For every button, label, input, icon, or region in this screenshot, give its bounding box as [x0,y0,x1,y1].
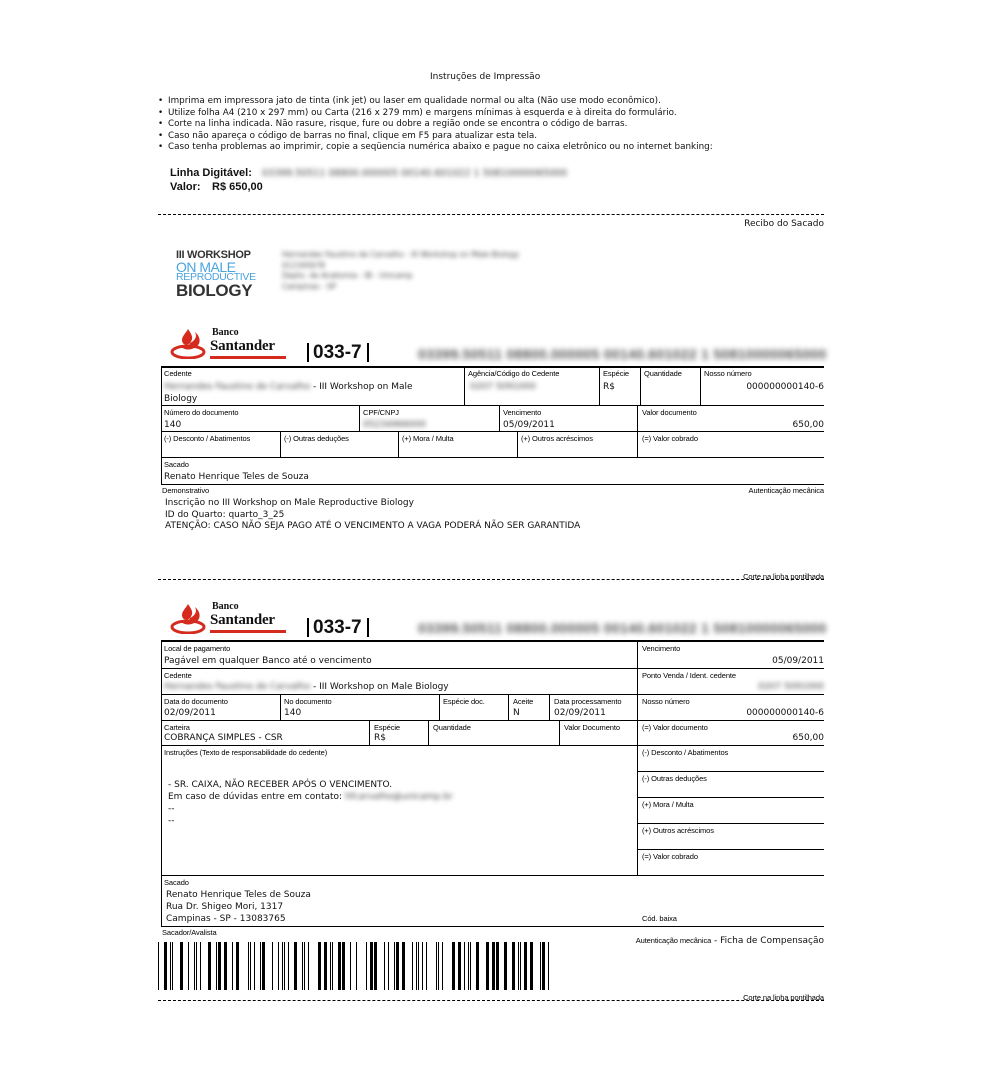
agencia-value: 0207 5091000 [470,382,536,392]
instruction-item: • Imprima em impressora jato de tinta (ink jet) ou laser em qualidade normal ou alta (Não use modo econômico). [158,96,713,108]
barcode-bar [284,942,285,990]
no-documento-label: No documento [284,697,332,706]
vencimento-value: 05/09/2011 [503,420,555,430]
barcode-bar [512,942,515,990]
event-logo-line: III WORKSHOP [176,249,251,261]
barcode-bar [540,942,541,990]
bank-name: Santander [210,612,275,628]
desconto-label: (-) Desconto / Abatimentos [642,748,729,757]
mora-multa-label: (+) Mora / Multa [402,434,454,443]
barcode-bar [304,942,305,990]
cpf-cnpj-label: CPF/CNPJ [363,408,399,417]
linha-digitavel: 03399.50511 08800.000005 00140.601022 1 50810000065000 [418,620,827,636]
linha-digitavel: 03399.50511 08800.000005 00140.601022 1 50810000065000 [418,346,827,362]
barcode-bar [396,942,399,990]
valor-label: Valor: [170,181,201,193]
barcode-bar [468,942,469,990]
especie-label: Espécie [603,369,629,378]
barcode-bar [208,942,211,990]
data-documento-value: 02/09/2011 [164,708,216,718]
outras-deducoes-label: (-) Outras deduções [642,774,707,783]
mora-multa-label: (+) Mora / Multa [642,800,694,809]
barcode-bar [356,942,357,990]
barcode-bar [388,942,389,990]
barcode-bar [250,942,251,990]
barcode-bar [302,942,303,990]
instrucao-line: Em caso de dúvidas entre em contato: hfcarvalho@unicamp.br [168,792,453,802]
desconto-label: (-) Desconto / Abatimentos [164,434,251,443]
barcode-bar [318,942,321,990]
barcode-bar [504,942,507,990]
barcode-bar [200,942,201,990]
especie-value: R$ [374,733,386,743]
especie-label: Espécie [374,723,400,732]
ponto-venda-label: Ponto Venda / Ident. cedente [642,671,736,680]
barcode-bar [370,942,373,990]
barcode-bar [492,942,495,990]
barcode-bar [366,942,367,990]
event-logo-line: ON MALE [176,259,236,275]
data-processamento-label: Data processamento [554,697,622,706]
barcode-bar [180,942,183,990]
barcode-bar [350,942,351,990]
barcode-bar [548,942,549,990]
instruction-item: • Utilize folha A4 (210 x 297 mm) ou Carta (216 x 279 mm) e margens mínimas à esquerda e à direita do formulário. [158,108,713,120]
barcode-bar [330,942,331,990]
recibo-sacado-label: Recibo do Sacado [744,219,824,229]
cedente-info-line: Hernandes Faustino de Carvalho - III Workshop on Male Biology [282,250,520,259]
barcode-bar [294,942,297,990]
barcode-bar [342,942,345,990]
barcode-bar [308,942,309,990]
bank-code: 033-7 [313,342,362,363]
bank-code: 033-7 [313,617,362,638]
valor-documento-label: Valor Documento [564,723,620,732]
barcode-bar [458,942,461,990]
numero-documento-value: 140 [164,420,182,430]
outros-acrescimos-label: (+) Outros acréscimos [642,826,714,835]
barcode-bar [394,942,395,990]
ponto-venda-value: 0207 5091000 [758,682,824,692]
valor-value: R$ 650,00 [212,181,263,193]
valor-documento-right-value: 650,00 [792,733,824,743]
especie-value: R$ [603,382,615,392]
barcode-bar [164,942,167,990]
cut-line [158,1000,824,1001]
cedente-info-line: Campinas - SP [282,281,336,291]
corte-label: Corte na linha pontilhada [743,572,824,581]
barcode-bar [436,942,437,990]
bank-label: Banco [212,327,239,338]
barcode-bar [422,942,423,990]
santander-flame-icon [170,327,206,363]
barcode-bar [194,942,195,990]
barcode-bar [412,942,413,990]
sacado-line: Renato Henrique Teles de Souza [166,890,311,900]
instrucao-line: - SR. CAIXA, NÃO RECEBER APÓS O VENCIMENTO. [168,780,393,790]
cod-baixa-label: Cód. baixa [642,914,677,923]
barcode-bar [236,942,239,990]
cedente-info-line: 012345678 [282,260,325,270]
barcode-bar [170,942,171,990]
autenticacao-ficha: Autenticação mecânica - Ficha de Compensação [635,936,824,946]
sacado-line: Rua Dr. Shigeo Mori, 1317 [166,902,284,912]
bank-label: Banco [212,601,239,612]
barcode-bar [260,942,261,990]
valor-documento-value: 650,00 [792,420,824,430]
local-pagamento-label: Local de pagamento [164,644,231,653]
nosso-numero-value: 000000000140-6 [746,382,824,392]
cedente-info [282,250,519,292]
nosso-numero-label: Nosso número [642,697,690,706]
barcode-bar [426,942,427,990]
sacado-line: Campinas - SP - 13083765 [166,914,286,924]
vencimento-value: 05/09/2011 [772,656,824,666]
barcode-bar [518,942,519,990]
barcode-bar [416,942,417,990]
barcode-bar [452,942,455,990]
valor-cobrado-label: (=) Valor cobrado [642,434,698,443]
barcode-bar [530,942,533,990]
cedente-label: Cedente [164,671,192,680]
instruction-item: • Corte na linha indicada. Não rasure, risque, fure ou dobre a região onde se encontra o código de barras. [158,119,713,131]
carteira-label: Carteira [164,723,190,732]
barcode-bar [374,942,377,990]
cedente-value: Hernandes Faustino de Carvalho - III Workshop on Male Biology [164,682,449,692]
barcode-bar [470,942,471,990]
barcode-bar [496,942,499,990]
barcode-bar [486,942,489,990]
barcode-bar [188,942,189,990]
nosso-numero-value: 000000000140-6 [746,708,824,718]
quantidade-label: Quantidade [644,369,682,378]
linha-digitavel-label: Linha Digitável: [170,167,252,179]
sacado-label: Sacado [164,878,189,887]
instruction-item: • Caso tenha problemas ao imprimir, copie a seqüencia numérica abaixo e pague no caixa eletrônico ou no internet banking: [158,142,713,154]
santander-flame-icon [170,602,206,638]
barcode-bar [520,942,521,990]
barcode-bar [464,942,465,990]
barcode-bar [254,942,255,990]
especie-doc-label: Espécie doc. [443,697,485,706]
bank-underline [210,356,286,359]
valor-cobrado-label: (=) Valor cobrado [642,852,698,861]
numero-documento-label: Número do documento [164,408,239,417]
barcode-bar [524,942,527,990]
barcode-bar [442,942,443,990]
cedente-info-line: Depto. de Anatomia - IB - Unicamp [282,271,413,280]
barcode-bar [172,942,173,990]
cedente-value: Hernandes Faustino de Carvalho - III Workshop on Male [164,382,413,392]
instrucoes-label: Instruções (Texto de responsabilidade do cedente) [164,748,328,757]
barcode-bar [402,942,405,990]
barcode-bar [262,942,265,990]
cut-line [158,579,824,580]
cedente-label: Cedente [164,369,192,378]
barcode-bar [278,942,279,990]
instructions-list [158,96,713,154]
valor-documento-label: Valor documento [642,408,697,417]
instruction-item: • Caso não apareça o código de barras no final, clique em F5 para atualizar esta tela. [158,131,713,143]
barcode-bar [324,942,327,990]
event-logo [176,250,271,300]
barcode-bar [338,942,341,990]
no-documento-value: 140 [284,708,302,718]
data-processamento-value: 02/09/2011 [554,708,606,718]
cedente-value-cont: Biology [164,394,198,404]
barcode-bar [418,942,419,990]
linha-digitavel-value: 03399.50511 08800.000005 00140.601022 1 50810000065000 [262,168,568,179]
barcode-bar [232,942,233,990]
instructions-title: Instruções de Impressão [430,72,541,82]
demonstrativo-line: Inscrição no III Workshop on Male Reproductive Biology [165,498,414,508]
bank-name: Santander [210,338,275,354]
event-logo-line: REPRODUCTIVE [176,271,256,283]
bank-underline [210,630,286,633]
outras-deducoes-label: (-) Outras deduções [284,434,349,443]
cut-line [158,214,824,215]
outros-acrescimos-label: (+) Outros acréscimos [521,434,593,443]
demonstrativo-label: Demonstrativo [162,486,210,495]
sacado-label: Sacado [164,460,189,469]
event-logo-line: BIOLOGY [176,281,253,300]
barcode-bar [384,942,385,990]
local-pagamento-value: Pagável em qualquer Banco até o vencimento [164,656,372,666]
barcode-bar [272,942,273,990]
barcode-bar [438,942,439,990]
barcode-bar [196,942,197,990]
barcode [158,942,558,990]
barcode-bar [332,942,333,990]
barcode-bar [218,942,221,990]
demonstrativo-line: ID do Quarto: quarto_3_25 [165,510,285,520]
barcode-bar [542,942,545,990]
barcode-bar [224,942,227,990]
barcode-bar [158,942,159,990]
barcode-bar [288,942,289,990]
sacador-avalista-label: Sacador/Avalista [162,928,217,937]
vencimento-label: Vencimento [503,408,542,417]
barcode-bar [282,942,283,990]
demonstrativo-line: ATENÇÃO: CASO NÃO SEJA PAGO ATÉ O VENCIMENTO A VAGA PODERÁ NÃO SER GARANTIDA [165,521,581,531]
valor-documento-right-label: (=) Valor documento [642,723,708,732]
autenticacao-label: Autenticação mecânica [748,486,824,495]
agencia-label: Agência/Código do Cedente [468,369,560,378]
barcode-bar [248,942,249,990]
cpf-cnpj-value: 05234966000 [363,420,426,430]
sacado-value: Renato Henrique Teles de Souza [164,472,309,482]
vencimento-label: Vencimento [642,644,681,653]
corte-label: Corte na linha pontilhada [743,993,824,1002]
barcode-bar [216,942,217,990]
instrucao-line: -- [168,804,175,814]
instrucao-line: -- [168,816,175,826]
nosso-numero-label: Nosso número [704,369,752,378]
data-documento-label: Data do documento [164,697,228,706]
carteira-value: COBRANÇA SIMPLES - CSR [164,733,283,743]
barcode-bar [476,942,479,990]
quantidade-label: Quantidade [433,723,471,732]
aceite-label: Aceite [513,697,534,706]
aceite-value: N [513,708,520,718]
